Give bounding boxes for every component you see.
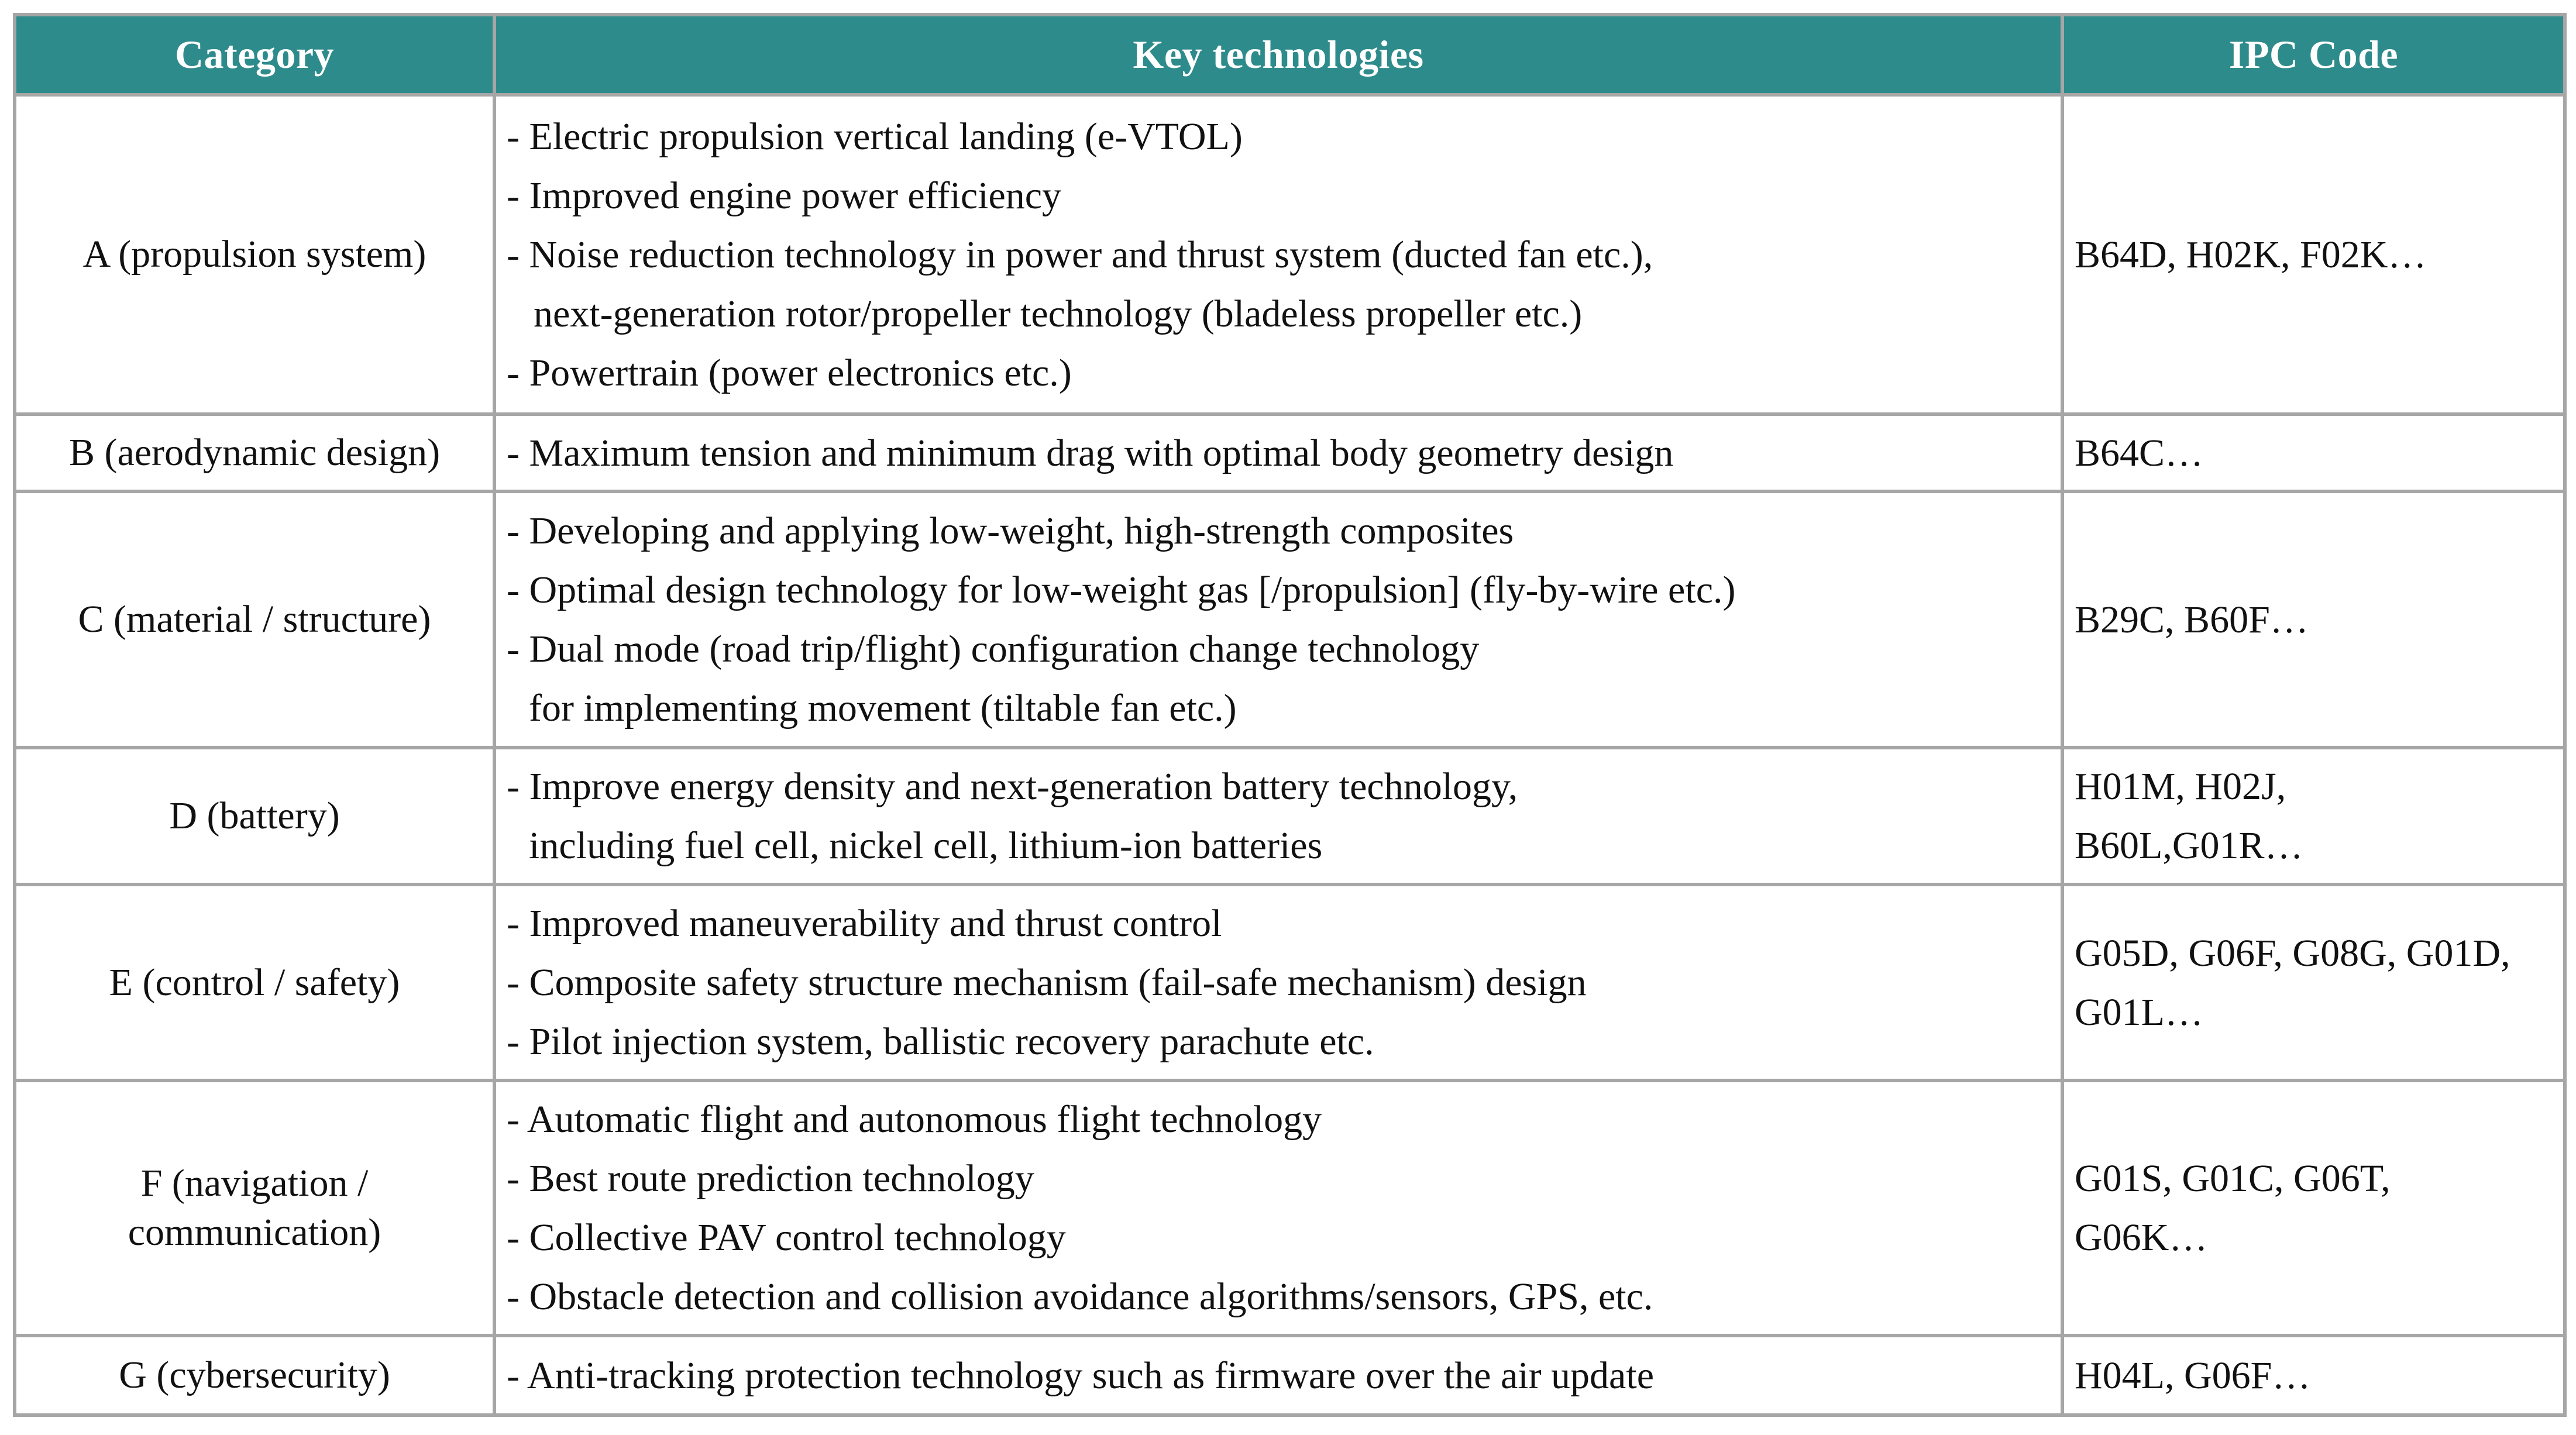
technology-item: - Maximum tension and minimum drag with optimal body geometry design <box>507 431 1674 474</box>
table-row <box>15 414 2565 491</box>
header-row <box>15 15 2565 95</box>
category-label <box>28 230 481 279</box>
category-cell <box>15 885 494 1080</box>
technology-item: - Noise reduction technology in power and thrust system (ducted fan etc.), <box>507 233 1653 276</box>
ipc-code-text: G01S, G01C, G06T, <box>2075 1157 2391 1200</box>
technology-item: - Collective PAV control technology <box>507 1216 1066 1259</box>
category-label <box>28 958 481 1007</box>
table-row <box>15 1080 2565 1336</box>
table-row <box>15 95 2565 414</box>
key-technologies-cell <box>494 885 2062 1080</box>
category-label <box>28 1159 481 1257</box>
ipc-code-text: B60L,G01R… <box>2075 824 2303 867</box>
category-label-line: A (propulsion system) <box>82 233 427 276</box>
category-label <box>28 428 481 477</box>
technology-item: - Electric propulsion vertical landing (e-VTOL) <box>507 115 1243 158</box>
table-row <box>15 885 2565 1080</box>
category-label-line: B (aerodynamic design) <box>68 431 441 474</box>
table-row <box>15 1336 2565 1415</box>
technology-item: - Dual mode (road trip/flight) configuration change technology <box>507 628 1480 670</box>
technology-item: - Improved engine power efficiency <box>507 174 1062 217</box>
ipc-code-text: B64D, H02K, F02K… <box>2075 233 2427 276</box>
table-row <box>15 491 2565 748</box>
category-label <box>28 595 481 644</box>
ipc-code-cell <box>2062 1336 2565 1415</box>
key-technologies-cell <box>494 1336 2062 1415</box>
technology-item: - Obstacle detection and collision avoidance algorithms/sensors, GPS, etc. <box>507 1275 1653 1318</box>
ipc-code-text: G01L… <box>2075 990 2203 1034</box>
key-technologies-cell <box>494 748 2062 885</box>
table-row <box>15 748 2565 885</box>
category-label-line: D (battery) <box>169 794 340 837</box>
technology-item: - Automatic flight and autonomous flight technology <box>507 1098 1322 1141</box>
ipc-code-cell <box>2062 1080 2565 1336</box>
ipc-code-text: G05D, G06F, G08G, G01D, <box>2075 931 2510 975</box>
technology-item: - Optimal design technology for low-weight gas [/propulsion] (fly-by-wire etc.) <box>507 569 1736 611</box>
category-label-line: E (control / safety) <box>109 961 400 1004</box>
ipc-technology-table <box>13 13 2567 1417</box>
ipc-code-cell <box>2062 885 2565 1080</box>
ipc-code-cell <box>2062 748 2565 885</box>
technology-item: - Improved maneuverability and thrust control <box>507 902 1222 945</box>
technology-item-continuation: for implementing movement (tiltable fan etc.) <box>529 687 1237 729</box>
category-cell <box>15 1336 494 1415</box>
ipc-code-cell <box>2062 414 2565 491</box>
ipc-code-text: H04L, G06F… <box>2075 1354 2311 1397</box>
category-label-line: C (material / structure) <box>78 598 431 641</box>
technology-item: - Anti-tracking protection technology such as firmware over the air update <box>507 1354 1654 1397</box>
header-category: Category <box>15 15 494 95</box>
technology-item: - Improve energy density and next-generation battery technology, <box>507 765 1518 808</box>
technology-item-continuation: including fuel cell, nickel cell, lithium-ion batteries <box>529 824 1323 867</box>
category-cell <box>15 95 494 414</box>
header-ipc-code: IPC Code <box>2062 15 2565 95</box>
ipc-code-cell <box>2062 95 2565 414</box>
header-key-technologies: Key technologies <box>494 15 2062 95</box>
ipc-code-text: B29C, B60F… <box>2075 598 2309 641</box>
technology-item: - Powertrain (power electronics etc.) <box>507 351 1072 394</box>
category-label <box>28 792 481 841</box>
category-cell <box>15 414 494 491</box>
ipc-code-text: B64C… <box>2075 431 2204 474</box>
category-cell <box>15 491 494 748</box>
technology-item: - Pilot injection system, ballistic recovery parachute etc. <box>507 1020 1374 1063</box>
category-label <box>28 1351 481 1400</box>
technology-item: - Developing and applying low-weight, high-strength composites <box>507 510 1514 552</box>
key-technologies-cell <box>494 491 2062 748</box>
category-label-line: G (cybersecurity) <box>119 1354 390 1396</box>
category-label-line: communication) <box>128 1211 381 1254</box>
ipc-code-cell <box>2062 491 2565 748</box>
key-technologies-cell <box>494 414 2062 491</box>
technology-item: - Composite safety structure mechanism (fail-safe mechanism) design <box>507 961 1587 1004</box>
technology-item-continuation: next-generation rotor/propeller technology (bladeless propeller etc.) <box>534 292 1583 335</box>
category-cell <box>15 1080 494 1336</box>
ipc-code-text: G06K… <box>2075 1216 2208 1259</box>
key-technologies-cell <box>494 95 2062 414</box>
category-label-line: F (navigation / <box>140 1162 369 1205</box>
table-header <box>15 15 2565 95</box>
table-body <box>15 95 2565 1415</box>
category-cell <box>15 748 494 885</box>
key-technologies-cell <box>494 1080 2062 1336</box>
technology-item: - Best route prediction technology <box>507 1157 1034 1200</box>
ipc-code-text: H01M, H02J, <box>2075 765 2286 808</box>
